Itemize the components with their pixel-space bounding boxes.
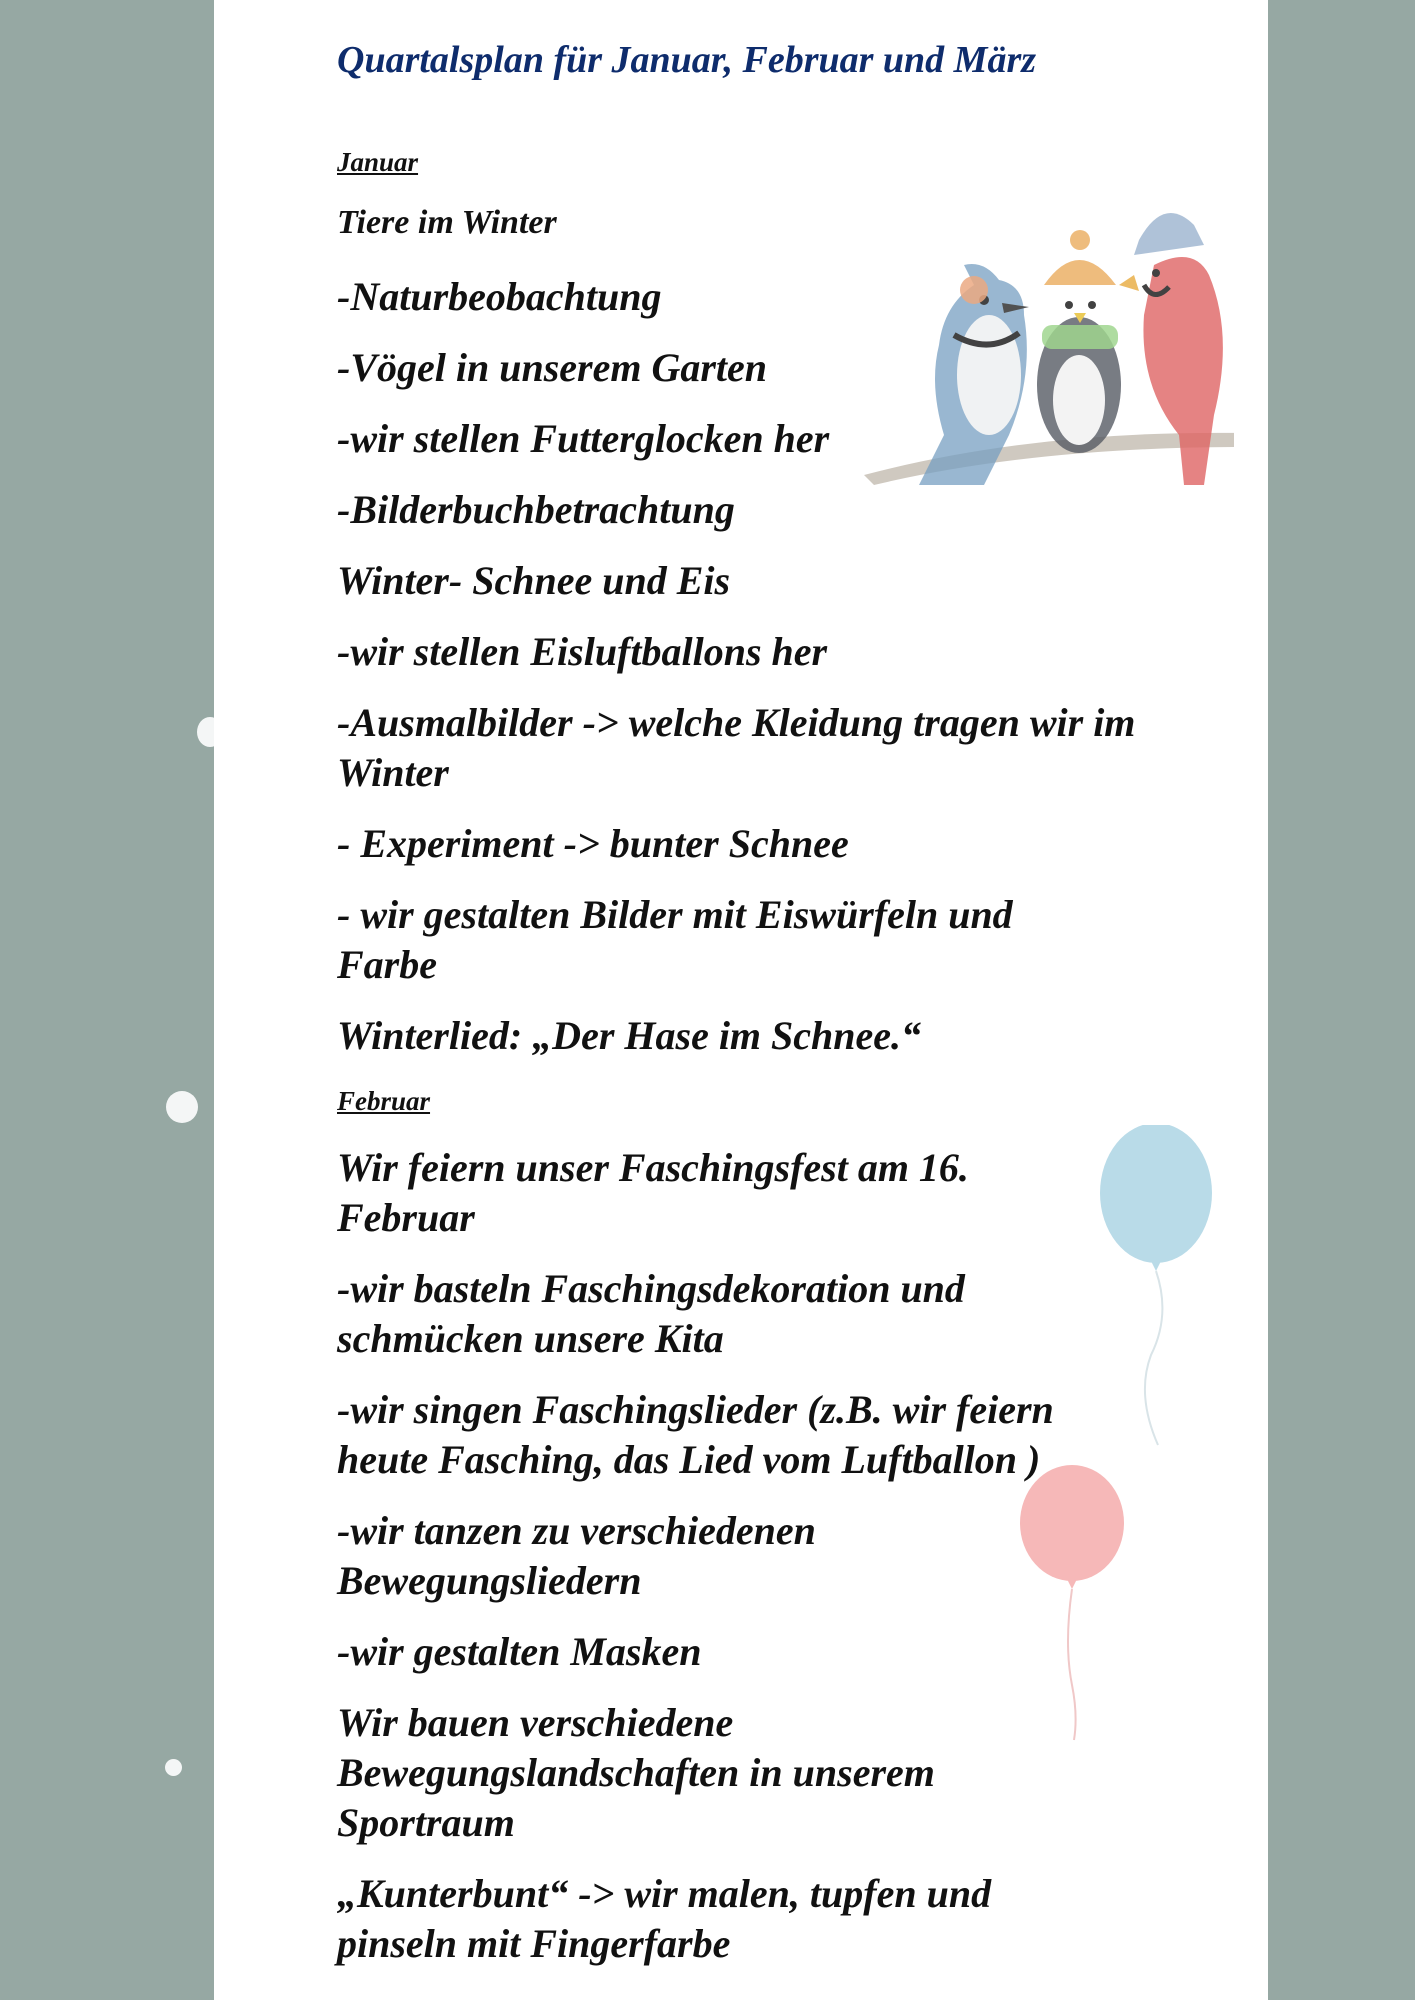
plan-item: -wir singen Faschingslieder (z.B. wir feiern heute Fasching, das Lied vom Luftballon ) bbox=[337, 1386, 1054, 1482]
plan-item: Winter- Schnee und Eis bbox=[337, 558, 731, 604]
section-subheading: Tiere im Winter bbox=[337, 204, 557, 242]
month-heading-februar: Februar bbox=[337, 1086, 431, 1117]
edge-dot bbox=[166, 1091, 198, 1123]
plan-item: -wir tanzen zu verschiedenen Bewegungsliedern bbox=[337, 1507, 816, 1603]
edge-dot bbox=[165, 1759, 182, 1776]
month-heading-januar: Januar bbox=[337, 146, 419, 177]
plan-item: Wir feiern unser Faschingsfest am 16. Februar bbox=[337, 1144, 969, 1240]
plan-item: -wir stellen Futterglocken her bbox=[337, 416, 830, 462]
plan-item: -wir gestalten Masken bbox=[337, 1628, 702, 1674]
plan-item: -wir stellen Eisluftballons her bbox=[337, 629, 828, 675]
plan-item: -Ausmalbilder -> welche Kleidung tragen wir im Winter bbox=[337, 700, 1136, 796]
page-title: Quartalsplan für Januar, Februar und März bbox=[337, 39, 1037, 81]
plan-item: Winterlied: „Der Hase im Schnee.“ bbox=[337, 1013, 922, 1059]
plan-item: Wir bauen verschiedene Bewegungslandschaften in unserem Sportraum bbox=[337, 1699, 935, 1845]
document-page bbox=[214, 0, 1268, 2000]
quarter-plan-content bbox=[337, 38, 1157, 1990]
plan-item: „Kunterbunt“ -> wir malen, tupfen und pinseln mit Fingerfarbe bbox=[337, 1870, 992, 1966]
plan-item: - wir gestalten Bilder mit Eiswürfeln und Farbe bbox=[337, 892, 1013, 988]
plan-item: - Experiment -> bunter Schnee bbox=[337, 821, 849, 867]
plan-item: -Vögel in unserem Garten bbox=[337, 345, 768, 391]
plan-item: -wir basteln Faschingsdekoration und schmücken unsere Kita bbox=[337, 1265, 965, 1361]
plan-item: -Naturbeobachtung bbox=[337, 274, 662, 320]
plan-item: -Bilderbuchbetrachtung bbox=[337, 487, 735, 533]
